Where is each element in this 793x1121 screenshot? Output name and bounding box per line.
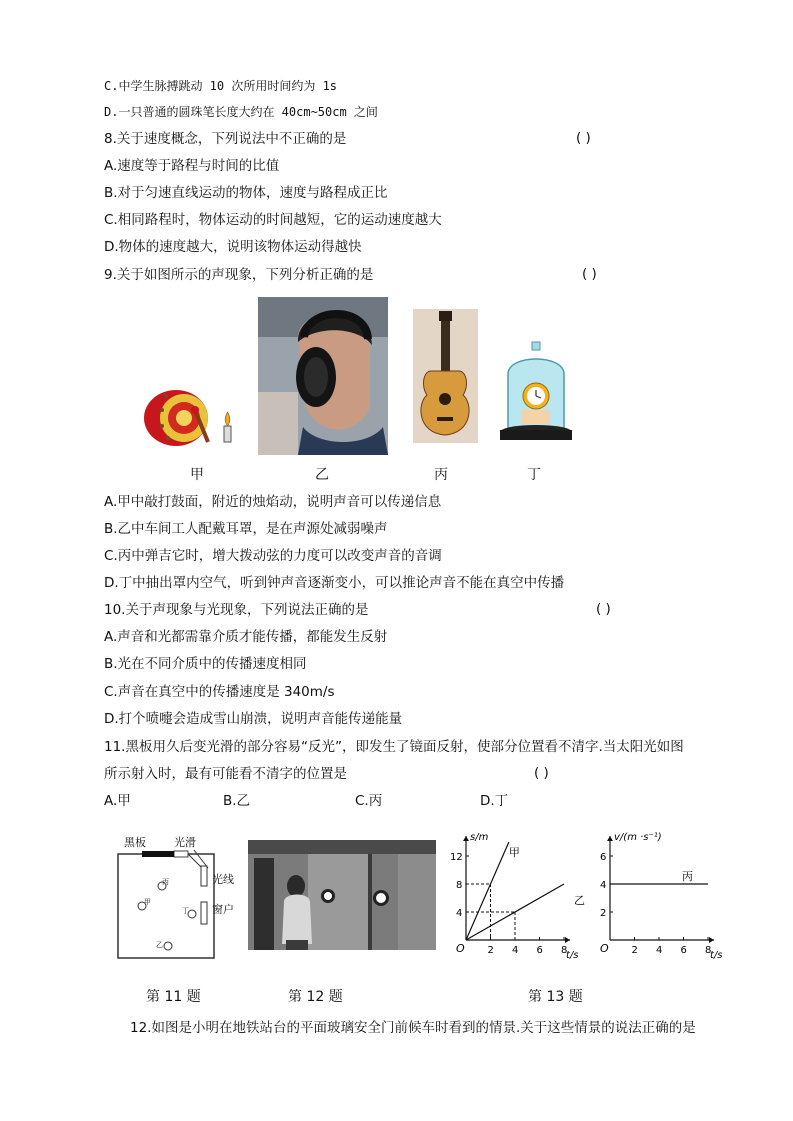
seat-label-yi: 乙: [156, 941, 163, 949]
x-tick-label: 4: [656, 945, 663, 956]
y-tick-label: 4: [456, 908, 463, 919]
question-11-line2: 所示射入时，最有可能看不清字的位置是: [104, 766, 347, 782]
q9-caption-ding: 丁: [527, 467, 541, 483]
answer-bracket-9[interactable]: ( ): [582, 266, 597, 282]
label-light-ray: 光线: [212, 873, 234, 886]
q10-option-d: D.打个喷嚏会造成雪山崩溃，说明声音能传递能量: [104, 711, 403, 727]
earmuff-worker-photo: [258, 297, 388, 455]
answer-bracket-8[interactable]: ( ): [576, 130, 591, 146]
q9-option-a: A.甲中敲打鼓面，附近的烛焰动，说明声音可以传递信息: [104, 494, 442, 510]
option-c-line: C.中学生脉搏跳动 10 次所用时间约为 1s: [104, 79, 338, 93]
q11-option-d: D.丁: [480, 793, 509, 809]
x-tick-label: 8: [561, 945, 568, 956]
q9-option-c: C.丙中弹吉它时，增大拨动弦的力度可以改变声音的音调: [104, 548, 442, 564]
caption-figure-11: 第 11 题: [146, 989, 201, 1005]
x-tick-label: 2: [487, 945, 494, 956]
answer-bracket-11[interactable]: ( ): [534, 765, 549, 781]
seat-label-bing: 丙: [162, 878, 169, 886]
question-8: 8.关于速度概念，下列说法中不正确的是: [104, 131, 347, 147]
q11-option-c: C.丙: [355, 793, 383, 809]
question-11-line1: 11.黑板用久后变光滑的部分容易“反光”，即发生了镜面反射，使部分位置看不清字.当太阳光如图: [104, 739, 684, 755]
x-tick-label: 8: [705, 945, 712, 956]
y-tick-label: 4: [600, 880, 607, 891]
x-axis-label: t/s: [566, 950, 579, 961]
label-smooth: 光滑: [174, 836, 196, 849]
x-axis-label: t/s: [710, 950, 723, 961]
question-10: 10.关于声现象与光现象，下列说法正确的是: [104, 602, 369, 618]
q11-option-a: A.甲: [104, 793, 131, 809]
x-axis-arrow: [709, 937, 714, 943]
series-label: 甲: [508, 846, 520, 859]
q10-option-c: C.声音在真空中的传播速度是 340m/s: [104, 684, 335, 700]
y-tick-label: 6: [600, 852, 607, 863]
bell-jar-clock-picture: [496, 340, 576, 448]
q10-option-b: B.光在不同介质中的传播速度相同: [104, 656, 307, 672]
origin-label: O: [600, 942, 609, 955]
q9-option-b: B.乙中车间工人配戴耳罩，是在声源处减弱噪声: [104, 521, 388, 537]
label-blackboard: 黑板: [124, 836, 146, 849]
series-label: 乙: [574, 894, 585, 907]
option-d-line: D.一只普通的圆珠笔长度大约在 40cm~50cm 之间: [104, 105, 378, 119]
figure-12-metro-photo: [248, 840, 436, 950]
y-tick-label: 2: [600, 908, 607, 919]
figure-11-classroom: [112, 832, 240, 962]
q10-option-a: A.声音和光都需靠介质才能传播，都能发生反射: [104, 629, 388, 645]
y-axis-arrow: [607, 836, 613, 841]
y-tick-label: 12: [450, 852, 463, 863]
series-line-1: [466, 842, 509, 940]
x-tick-label: 6: [536, 945, 543, 956]
q9-caption-bing: 丙: [434, 467, 448, 483]
x-tick-label: 2: [631, 945, 638, 956]
x-tick-label: 4: [512, 945, 519, 956]
q9-option-d: D.丁中抽出罩内空气，听到钟声音逐渐变小，可以推论声音不能在真空中传播: [104, 575, 565, 591]
q8-option-a: A.速度等于路程与时间的比值: [104, 158, 280, 174]
caption-figure-12: 第 12 题: [288, 989, 343, 1005]
s-t-graph: [448, 820, 603, 968]
figure-13-vt-chart: [592, 826, 742, 968]
q8-option-b: B.对于匀速直线运动的物体，速度与路程成正比: [104, 185, 388, 201]
q11-option-b: B.乙: [223, 793, 251, 809]
y-axis-arrow: [463, 836, 469, 841]
origin-label: O: [456, 942, 465, 955]
x-axis-arrow: [565, 937, 570, 943]
q9-caption-yi: 乙: [315, 467, 329, 483]
figure-13-st-chart: [448, 820, 603, 968]
seat-label-jia: 甲: [144, 898, 151, 906]
v-t-graph: [592, 826, 742, 968]
q8-option-c: C.相同路程时，物体运动的时间越短，它的运动速度越大: [104, 212, 442, 228]
y-axis-label: v/(m ·s⁻¹): [614, 832, 662, 843]
question-9: 9.关于如图所示的声现象，下列分析正确的是: [104, 267, 374, 283]
series-label: 丙: [682, 870, 693, 883]
q8-option-d: D.物体的速度越大，说明该物体运动得越快: [104, 239, 362, 255]
x-tick-label: 6: [680, 945, 687, 956]
caption-figure-13: 第 13 题: [528, 989, 583, 1005]
y-tick-label: 8: [456, 880, 463, 891]
drum-picture: [140, 380, 240, 450]
label-window: 窗户: [212, 903, 234, 916]
q9-caption-jia: 甲: [190, 467, 204, 483]
seat-label-ding: 丁: [182, 907, 189, 915]
guitar-photo: [413, 309, 478, 443]
y-axis-label: s/m: [470, 832, 489, 843]
answer-bracket-10[interactable]: ( ): [596, 601, 611, 617]
question-12: 12.如图是小明在地铁站台的平面玻璃安全门前候车时看到的情景.关于这些情景的说法正确的是: [130, 1020, 696, 1036]
